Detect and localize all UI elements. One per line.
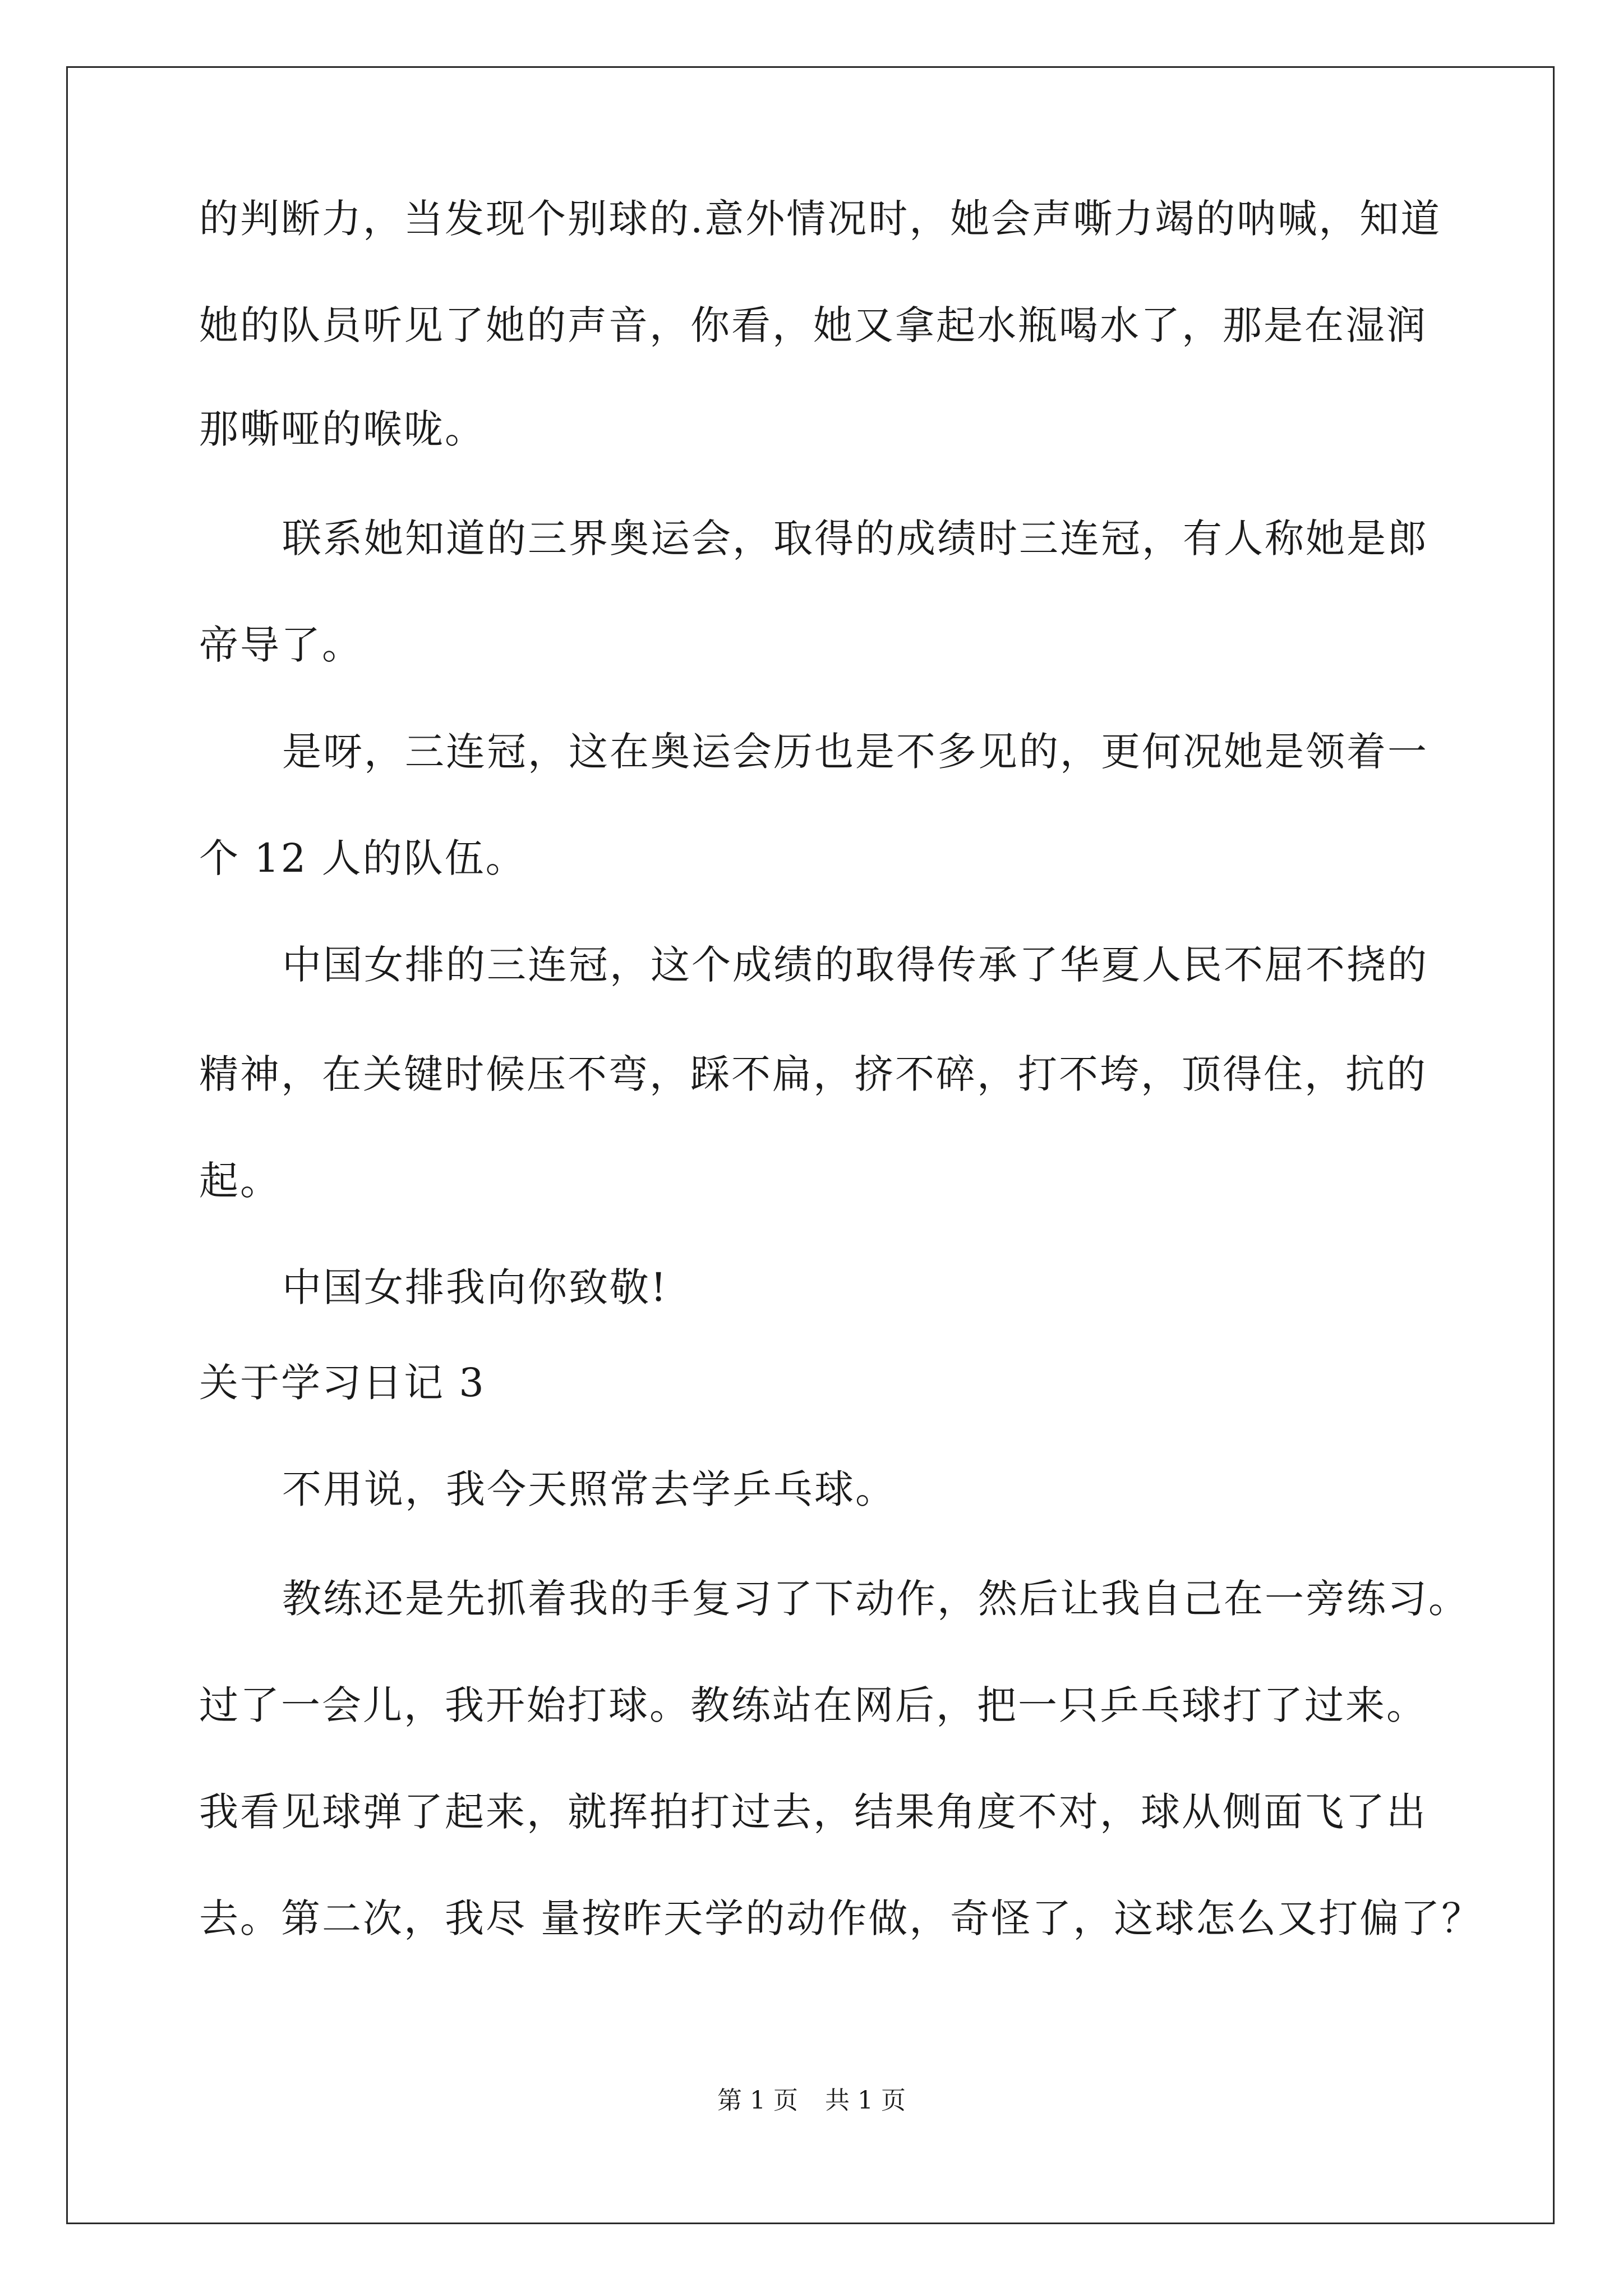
text-line: 过了一会儿，我开始打球。教练站在网后，把一只乒乓球打了过来。 [199, 1682, 1427, 1728]
text-line: 我看见球弹了起来，就挥拍打过去，结果角度不对，球从侧面飞了出 [199, 1789, 1427, 1835]
page-number: 第 1 页 [717, 2086, 798, 2115]
text-line: 去。第二次，我尽 量按昨天学的动作做，奇怪了，这球怎么又打偏了？ [199, 1895, 1483, 1941]
paragraph-start: 教练还是先抓着我的手复习了下动作，然后让我自己在一旁练习。 [282, 1576, 1469, 1622]
text-line: 那嘶哑的喉咙。 [199, 406, 486, 452]
page-total: 共 1 页 [825, 2086, 906, 2115]
paragraph-start: 中国女排的三连冠，这个成绩的取得传承了华夏人民不屈不挠的 [282, 942, 1428, 988]
paragraph-start: 是呀，三连冠，这在奥运会历也是不多见的，更何况她是领着一 [282, 729, 1428, 775]
text-line: 个 12 人的队伍。 [199, 835, 527, 881]
text-line: 帝导了。 [199, 622, 363, 668]
section-heading: 关于学习日记 3 [199, 1360, 486, 1406]
text-line: 她的队员听见了她的声音，你看，她又拿起水瓶喝水了，那是在湿润 [199, 302, 1427, 348]
text-line: 起。 [199, 1158, 281, 1204]
text-line: 的判断力，当发现个别球的.意外情况时，她会声嘶力竭的呐喊，知道 [199, 196, 1442, 242]
paragraph-start: 中国女排我向你致敬! [282, 1264, 668, 1310]
page-footer [0, 2084, 1623, 2118]
paragraph-start: 不用说，我今天照常去学乒乓球。 [282, 1466, 896, 1512]
paragraph-start: 联系她知道的三界奥运会，取得的成绩时三连冠，有人称她是郎 [282, 516, 1428, 562]
text-line: 精神，在关键时候压不弯，踩不扁，挤不碎，打不垮，顶得住，抗的 [199, 1051, 1427, 1097]
